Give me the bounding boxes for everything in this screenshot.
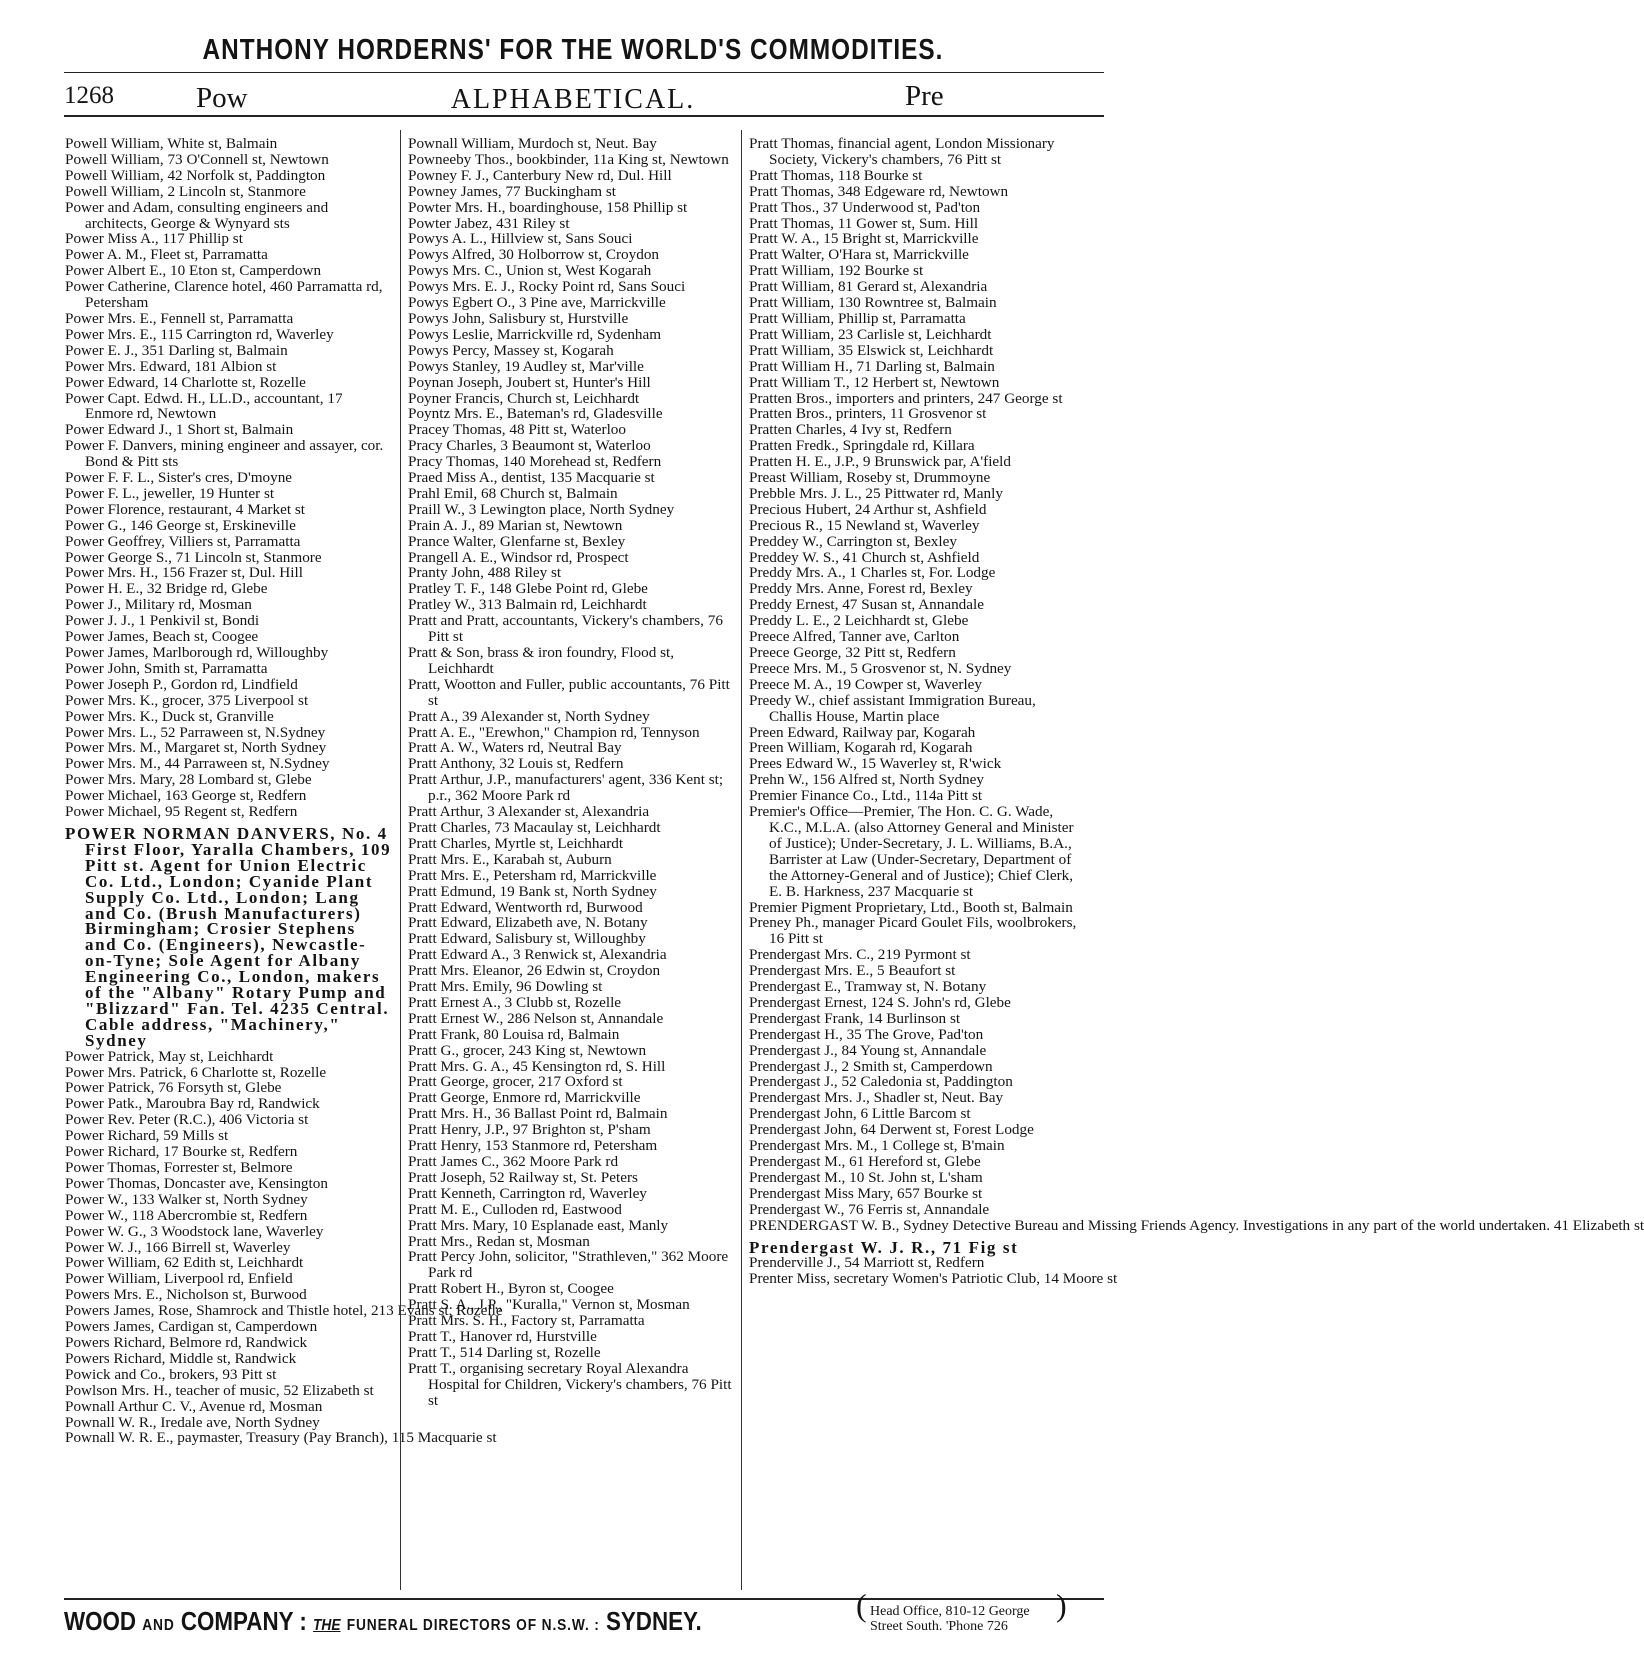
directory-entry: Pownall Arthur C. V., Avenue rd, Mosman: [65, 1397, 323, 1415]
directory-entry: Power and Adam, consulting engineers and architects, George & Wynyard sts: [65, 198, 329, 232]
directory-entry: Pracy Charles, 3 Beaumont st, Waterloo: [408, 437, 651, 455]
directory-entry: Power Mrs. E., 115 Carrington rd, Waverley: [65, 325, 334, 343]
directory-entry: Pratt William, 81 Gerard st, Alexandria: [749, 278, 988, 296]
directory-entry: Pratt, Wootton and Fuller, public accountants, 76 Pitt st: [408, 675, 730, 709]
directory-entry: Pratt William, 35 Elswick st, Leichhardt: [749, 341, 994, 359]
directory-entry: Pratt A., 39 Alexander st, North Sydney: [408, 707, 650, 725]
directory-entry: Prendergast J., 84 Young st, Annandale: [749, 1041, 987, 1059]
directory-entry: Prendergast Mrs. J., Shadler st, Neut. Bay: [749, 1089, 1004, 1107]
directory-entry: Power Thomas, Doncaster ave, Kensington: [65, 1174, 328, 1192]
directory-entry: Pratt Charles, 73 Macaulay st, Leichhardt: [408, 818, 661, 836]
directory-entry: Pranty John, 488 Riley st: [408, 564, 562, 582]
directory-entry: Power Patrick, 76 Forsyth st, Glebe: [65, 1079, 282, 1097]
directory-entry: Powney F. J., Canterbury New rd, Dul. Hill: [408, 166, 672, 184]
banner-rule: [64, 72, 1104, 73]
directory-entry: Prendergast M., 10 St. John st, L'sham: [749, 1168, 983, 1186]
directory-entry: Powter Mrs. H., boardinghouse, 158 Phillip st: [408, 198, 688, 216]
directory-entry: Preece George, 32 Pitt st, Redfern: [749, 644, 956, 661]
directory-entry: Preen Edward, Railway par, Kogarah: [749, 723, 976, 741]
directory-entry: Premier's Office—Premier, The Hon. C. G. Wade, K.C., M.L.A. (also Attorney General and Minister of Justice); Under-Secretary, J. L. Williams, B.A., Barrister at Law (Under-Secretary, Department of the Attorney-General and of Justice); Chief Clerk, E. B. Harkness, 237 Macquarie st: [749, 803, 1074, 900]
directory-entry: Power Capt. Edwd. H., LL.D., accountant, 17 Enmore rd, Newtown: [65, 389, 343, 423]
directory-entry: Prendergast J., 2 Smith st, Camperdown: [749, 1057, 993, 1075]
directory-entry: Pratt Edmund, 19 Bank st, North Sydney: [408, 882, 657, 900]
directory-entry: Pratt William, Phillip st, Parramatta: [749, 309, 966, 327]
directory-entry: Pratt William, 23 Carlisle st, Leichhardt: [749, 325, 992, 343]
directory-entry: Power Mrs. H., 156 Frazer st, Dul. Hill: [65, 564, 303, 582]
directory-entry: Pratt T., 514 Darling st, Rozelle: [408, 1343, 601, 1361]
footer-and: AND: [142, 1617, 175, 1634]
directory-entry: Prance Walter, Glenfarne st, Bexley: [408, 532, 626, 550]
directory-entry: Prenter Miss, secretary Women's Patriotic Club, 14 Moore st: [749, 1270, 1118, 1288]
directory-entry: Pratt Mrs. Emily, 96 Dowling st: [408, 978, 603, 996]
directory-entry: Pratt A. W., Waters rd, Neutral Bay: [408, 739, 622, 757]
directory-entry: Power Patrick, May st, Leichhardt: [65, 1047, 274, 1065]
directory-entry: Prendergast Mrs. E., 5 Beaufort st: [749, 962, 956, 980]
directory-entry: Power Edward, 14 Charlotte st, Rozelle: [65, 373, 306, 391]
directory-entry: Powys Mrs. E. J., Rocky Point rd, Sans Souci: [408, 278, 686, 296]
directory-entry: Power Rev. Peter (R.C.), 406 Victoria st: [65, 1111, 309, 1129]
directory-entry: Prenderville J., 54 Marriott st, Redfern: [749, 1254, 985, 1272]
guide-word-left: Pow: [196, 82, 248, 114]
directory-entry: Prendergast John, 64 Derwent st, Forest Lodge: [749, 1121, 1034, 1139]
directory-entry: Pownall W. R. E., paymaster, Treasury (Pay Branch), 115 Macquarie st: [65, 1429, 497, 1447]
banner-advertisement: ANTHONY HORDERNS' FOR THE WORLD'S COMMODITIES.: [202, 34, 944, 66]
directory-entry: Pratt Thos., 37 Underwood st, Pad'ton: [749, 198, 981, 216]
directory-entry: Pratt Frank, 80 Louisa rd, Balmain: [408, 1025, 620, 1043]
directory-entry: Pratt Edward, Wentworth rd, Burwood: [408, 898, 643, 916]
directory-entry: Pratten Charles, 4 Ivy st, Redfern: [749, 421, 952, 439]
footer-the: THE: [312, 1617, 341, 1634]
directory-entry: Power Mrs. Edward, 181 Albion st: [65, 357, 277, 375]
directory-entry: Power James, Marlborough rd, Willoughby: [65, 644, 329, 661]
directory-entry: Pratt Thomas, 348 Edgeware rd, Newtown: [749, 182, 1009, 200]
directory-entry: Pratten Bros., printers, 11 Grosvenor st: [749, 405, 987, 423]
footer-rule: [64, 1598, 1104, 1600]
office-line-1: Head Office, 810-12 George: [870, 1604, 1030, 1619]
directory-entry: Preast William, Roseby st, Drummoyne: [749, 469, 991, 487]
column-divider: [400, 130, 401, 1590]
directory-entry: Prangell A. E., Windsor rd, Prospect: [408, 548, 629, 566]
directory-entry: Pratten Fredk., Springdale rd, Killara: [749, 437, 975, 455]
directory-entry: Prendergast E., Tramway st, N. Botany: [749, 978, 987, 996]
directory-entry: Power Mrs. E., Fennell st, Parramatta: [65, 309, 294, 327]
directory-entry: Powell William, 2 Lincoln st, Stanmore: [65, 182, 306, 200]
office-line-2: Street South. 'Phone 726: [870, 1619, 1008, 1634]
directory-entry: Prebble Mrs. J. L., 25 Pittwater rd, Manly: [749, 484, 1003, 502]
directory-entry: Preedy W., chief assistant Immigration Bureau, Challis House, Martin place: [749, 691, 1036, 725]
directory-entry: Pratt Ernest W., 286 Nelson st, Annandale: [408, 1009, 664, 1027]
directory-entry: Pratt and Pratt, accountants, Vickery's chambers, 76 Pitt st: [408, 612, 723, 646]
directory-entry: Power Albert E., 10 Eton st, Camperdown: [65, 262, 322, 280]
directory-entry: Power F. L., jeweller, 19 Hunter st: [65, 484, 275, 502]
directory-entry: Pratt Walter, O'Hara st, Marrickville: [749, 246, 969, 264]
directory-entry: Pratt Kenneth, Carrington rd, Waverley: [408, 1184, 647, 1202]
guide-word-right: Pre: [905, 80, 944, 112]
directory-entry: Preddy L. E., 2 Leichhardt st, Glebe: [749, 612, 969, 630]
directory-entry: Prendergast John, 6 Little Barcom st: [749, 1105, 971, 1123]
directory-entry: Power W., 133 Walker st, North Sydney: [65, 1190, 308, 1208]
directory-entry: Pratt Robert H., Byron st, Coogee: [408, 1280, 614, 1298]
directory-entry: Powys Alfred, 30 Holborrow st, Croydon: [408, 246, 660, 264]
directory-entry: Power Michael, 163 George st, Redfern: [65, 787, 307, 805]
directory-entry: Prendergast Miss Mary, 657 Bourke st: [749, 1184, 983, 1202]
directory-entry: Prendergast W., 76 Ferris st, Annandale: [749, 1200, 990, 1218]
directory-entry: Power W. J., 166 Birrell st, Waverley: [65, 1238, 291, 1256]
directory-entry: Power Mrs. L., 52 Parraween st, N.Sydney: [65, 723, 326, 741]
directory-entry: Prain A. J., 89 Marian st, Newtown: [408, 516, 623, 534]
directory-entry: Pratt Edward, Elizabeth ave, N. Botany: [408, 914, 648, 932]
directory-entry: Powys Leslie, Marrickville rd, Sydenham: [408, 325, 662, 343]
directory-entry: Pownall W. R., Iredale ave, North Sydney: [65, 1413, 320, 1431]
directory-entry: Pratt S. A., J.P., "Kuralla," Vernon st, Mosman: [408, 1296, 690, 1314]
directory-entry: Power Mrs. K., Duck st, Granville: [65, 707, 274, 725]
directory-entry: Prehn W., 156 Alfred st, North Sydney: [749, 771, 984, 789]
directory-entry: Pratt T., organising secretary Royal Alexandra Hospital for Children, Vickery's chambers, 76 Pitt st: [408, 1359, 732, 1409]
directory-entry: Power Geoffrey, Villiers st, Parramatta: [65, 532, 301, 550]
directory-entry: Preddy Mrs. A., 1 Charles st, For. Lodge: [749, 564, 996, 582]
footer-office-address: [856, 1587, 1067, 1634]
directory-entry: Preece Mrs. M., 5 Grosvenor st, N. Sydney: [749, 659, 1012, 677]
directory-entry: Pratt William T., 12 Herbert st, Newtown: [749, 373, 1000, 391]
directory-entry: Powers Mrs. E., Nicholson st, Burwood: [65, 1286, 307, 1304]
directory-entry: Powers Richard, Belmore rd, Randwick: [65, 1333, 308, 1351]
directory-entry: Powell William, White st, Balmain: [65, 135, 278, 152]
directory-entry: Power George S., 71 Lincoln st, Stanmore: [65, 548, 322, 566]
directory-entry: Preen William, Kogarah rd, Kogarah: [749, 739, 973, 757]
directory-entry: Powneeby Thos., bookbinder, 11a King st, Newtown: [408, 150, 729, 168]
directory-entry: Pratt T., Hanover rd, Hurstville: [408, 1327, 597, 1345]
directory-entry: Prendergast H., 35 The Grove, Pad'ton: [749, 1025, 984, 1043]
directory-entry: Power A. M., Fleet st, Parramatta: [65, 246, 268, 264]
directory-entry: Prees Edward W., 15 Waverley st, R'wick: [749, 755, 1002, 773]
directory-entry: Power Edward J., 1 Short st, Balmain: [65, 421, 294, 439]
brace-right: ): [1056, 1587, 1067, 1623]
directory-entry: Pratt A. E., "Erewhon," Champion rd, Tennyson: [408, 723, 700, 741]
directory-entry: Pratten Bros., importers and printers, 247 George st: [749, 389, 1063, 407]
directory-entry: Powell William, 73 O'Connell st, Newtown: [65, 150, 329, 168]
directory-entry: Pratt Joseph, 52 Railway st, St. Peters: [408, 1168, 638, 1186]
directory-entry: Pratley W., 313 Balmain rd, Leichhardt: [408, 596, 647, 614]
directory-entry: Powers James, Cardigan st, Camperdown: [65, 1318, 318, 1336]
directory-entry: Pratt Mrs. H., 36 Ballast Point rd, Balmain: [408, 1105, 668, 1123]
directory-entry: Pratt Thomas, 118 Bourke st: [749, 166, 923, 184]
directory-entry: Power J., Military rd, Mosman: [65, 596, 252, 614]
directory-entry: Power William, Liverpool rd, Enfield: [65, 1270, 293, 1288]
directory-entry: Pratt Arthur, 3 Alexander st, Alexandria: [408, 803, 650, 821]
directory-entry: Pratt Arthur, J.P., manufacturers' agent, 336 Kent st; p.r., 362 Moore Park rd: [408, 771, 724, 805]
directory-entry: Pracy Thomas, 140 Morehead st, Redfern: [408, 453, 662, 471]
directory-entry: Pratt Mrs., Redan st, Mosman: [408, 1232, 590, 1250]
footer-city: SYDNEY.: [605, 1606, 702, 1636]
page-number: 1268: [64, 82, 114, 109]
directory-entry: Pratt G., grocer, 243 King st, Newtown: [408, 1041, 647, 1059]
directory-entry: Pratt William, 192 Bourke st: [749, 262, 924, 280]
directory-entry: Pratten H. E., J.P., 9 Brunswick par, A'field: [749, 453, 1011, 471]
footer-advertisement: [64, 1606, 795, 1637]
directory-entry: Power Mrs. M., Margaret st, North Sydney: [65, 739, 327, 757]
directory-entry: Pratt Ernest A., 3 Clubb st, Rozelle: [408, 993, 622, 1011]
directory-entry: Power Mrs. Mary, 28 Lombard st, Glebe: [65, 771, 312, 789]
directory-entry: Preney Ph., manager Picard Goulet Fils, woolbrokers, 16 Pitt st: [749, 914, 1077, 948]
directory-entry: Praill W., 3 Lewington place, North Sydney: [408, 500, 675, 518]
directory-entry: Pratt Mrs. S. H., Factory st, Parramatta: [408, 1312, 645, 1330]
directory-entry: Power Michael, 95 Regent st, Redfern: [65, 803, 298, 821]
directory-entry: Power Mrs. M., 44 Parraween st, N.Sydney: [65, 755, 330, 773]
directory-entry: Pratt James C., 362 Moore Park rd: [408, 1153, 619, 1170]
directory-entry: Preddy Ernest, 47 Susan st, Annandale: [749, 596, 984, 614]
directory-entry: Pratt Thomas, financial agent, London Missionary Society, Vickery's chambers, 76 Pitt st: [749, 135, 1055, 168]
directory-entry: Powney James, 77 Buckingham st: [408, 182, 616, 200]
directory-entry: Powell William, 42 Norfolk st, Paddington: [65, 166, 326, 184]
directory-entry: Power Thomas, Forrester st, Belmore: [65, 1159, 293, 1176]
directory-entry: Pratt & Son, brass & iron foundry, Flood st, Leichhardt: [408, 644, 675, 677]
directory-entry: Preece M. A., 19 Cowper st, Waverley: [749, 675, 983, 693]
directory-entry: Pracey Thomas, 48 Pitt st, Waterloo: [408, 421, 626, 439]
directory-entry: Power F. Danvers, mining engineer and assayer, cor. Bond & Pitt sts: [65, 437, 384, 471]
directory-entry: Pratt Mrs. G. A., 45 Kensington rd, S. Hill: [408, 1057, 666, 1075]
directory-entry: Power Florence, restaurant, 4 Market st: [65, 500, 305, 518]
directory-entry: Powers James, Rose, Shamrock and Thistle hotel, 213 Evans st, Rozelle: [65, 1302, 503, 1320]
directory-entry: Power Richard, 17 Bourke st, Redfern: [65, 1143, 298, 1161]
directory-entry: Prahl Emil, 68 Church st, Balmain: [408, 484, 618, 502]
directory-entry: Premier Finance Co., Ltd., 114a Pitt st: [749, 787, 983, 805]
directory-entry: Precious Hubert, 24 Arthur st, Ashfield: [749, 500, 987, 518]
directory-entry: Power G., 146 George st, Erskineville: [65, 516, 296, 534]
directory-entry: Powys Percy, Massey st, Kogarah: [408, 341, 614, 359]
directory-entry: Premier Pigment Proprietary, Ltd., Booth st, Balmain: [749, 898, 1073, 916]
directory-entry: Power J. J., 1 Penkivil st, Bondi: [65, 612, 260, 630]
directory-entry: Pratt William H., 71 Darling st, Balmain: [749, 357, 995, 375]
footer-company: WOOD: [64, 1606, 137, 1636]
header-rule: [64, 115, 1104, 117]
directory-column-2: [408, 136, 736, 1409]
directory-entry: Power Joseph P., Gordon rd, Lindfield: [65, 675, 298, 693]
directory-entry: Pratt Thomas, 11 Gower st, Sum. Hill: [749, 214, 979, 232]
directory-entry: Pratt Edward, Salisbury st, Willoughby: [408, 930, 646, 948]
directory-entry: Preddey W., Carrington st, Bexley: [749, 532, 957, 550]
directory-entry: Pratt Mrs. Eleanor, 26 Edwin st, Croydon: [408, 962, 661, 980]
directory-entry: Precious R., 15 Newland st, Waverley: [749, 516, 980, 534]
directory-entry: Pratt Mrs. Mary, 10 Esplanade east, Manly: [408, 1216, 669, 1234]
directory-entry: Preddy Mrs. Anne, Forest rd, Bexley: [749, 580, 973, 598]
directory-entry: Pratt Edward A., 3 Renwick st, Alexandria: [408, 946, 667, 964]
directory-entry: Prendergast M., 61 Hereford st, Glebe: [749, 1153, 981, 1170]
directory-entry: Power James, Beach st, Coogee: [65, 628, 259, 646]
directory-entry: Prendergast Ernest, 124 S. John's rd, Glebe: [749, 993, 1011, 1011]
directory-entry: Power W., 118 Abercrombie st, Redfern: [65, 1206, 308, 1224]
directory-entry: Prendergast Frank, 14 Burlinson st: [749, 1009, 961, 1027]
footer-company-rest: COMPANY :: [180, 1606, 307, 1636]
directory-entry: Prendergast Mrs. M., 1 College st, B'main: [749, 1137, 1005, 1155]
directory-entry: Prendergast Mrs. C., 219 Pyrmont st: [749, 946, 971, 964]
directory-entry: Powys A. L., Hillview st, Sans Souci: [408, 230, 633, 248]
directory-entry: Prendergast W. J. R., 71 Fig st: [749, 1237, 1019, 1257]
directory-entry: Power Richard, 59 Mills st: [65, 1127, 229, 1145]
directory-entry: Power Miss A., 117 Phillip st: [65, 230, 243, 248]
directory-entry: Power John, Smith st, Parramatta: [65, 659, 268, 677]
directory-entry: Prendergast J., 52 Caledonia st, Paddington: [749, 1073, 1013, 1091]
directory-entry: Powys Stanley, 19 Audley st, Mar'ville: [408, 357, 644, 375]
directory-entry: Pratt Henry, J.P., 97 Brighton st, P'sham: [408, 1121, 651, 1139]
directory-entry: Pownall William, Murdoch st, Neut. Bay: [408, 135, 657, 152]
directory-entry: Power F. F. L., Sister's cres, D'moyne: [65, 469, 293, 487]
directory-entry: Pratt William, 130 Rowntree st, Balmain: [749, 294, 997, 312]
directory-entry: Pratley T. F., 148 Glebe Point rd, Glebe: [408, 580, 648, 598]
directory-entry: Power William, 62 Edith st, Leichhardt: [65, 1254, 304, 1272]
directory-entry: Pratt W. A., 15 Bright st, Marrickville: [749, 230, 979, 248]
directory-entry: Powick and Co., brokers, 93 Pitt st: [65, 1365, 277, 1383]
column-divider: [741, 130, 742, 1590]
directory-entry: Power Mrs. K., grocer, 375 Liverpool st: [65, 691, 309, 709]
directory-entry: Pratt Mrs. E., Karabah st, Auburn: [408, 850, 612, 868]
footer-tagline: FUNERAL DIRECTORS OF N.S.W. :: [346, 1617, 600, 1634]
directory-entry: Power H. E., 32 Bridge rd, Glebe: [65, 580, 268, 598]
directory-entry: Powys John, Salisbury st, Hurstville: [408, 309, 629, 327]
directory-entry: Pratt Charles, Myrtle st, Leichhardt: [408, 834, 624, 852]
directory-entry: Powter Jabez, 431 Riley st: [408, 214, 570, 232]
directory-entry: PRENDERGAST W. B., Sydney Detective Bureau and Missing Friends Agency. Investigations in any part of the world undertaken. 41 Elizabeth st: [749, 1216, 1644, 1234]
directory-entry: Powys Egbert O., 3 Pine ave, Marrickville: [408, 294, 666, 312]
section-title: ALPHABETICAL.: [450, 84, 696, 115]
directory-entry: Pratt George, grocer, 217 Oxford st: [408, 1073, 623, 1091]
directory-entry: Power W. G., 3 Woodstock lane, Waverley: [65, 1222, 324, 1240]
directory-entry: Powers Richard, Middle st, Randwick: [65, 1349, 297, 1367]
directory-entry: Praed Miss A., dentist, 135 Macquarie st: [408, 469, 655, 487]
directory-entry: Pratt Anthony, 32 Louis st, Redfern: [408, 755, 624, 773]
directory-entry: Poynan Joseph, Joubert st, Hunter's Hill: [408, 373, 651, 391]
directory-entry: Powys Mrs. C., Union st, West Kogarah: [408, 262, 652, 280]
directory-entry: Poyntz Mrs. E., Bateman's rd, Gladesville: [408, 405, 663, 423]
directory-entry: Preece Alfred, Tanner ave, Carlton: [749, 628, 960, 646]
directory-entry: Power Catherine, Clarence hotel, 460 Parramatta rd, Petersham: [65, 278, 383, 312]
brace-left: (: [856, 1587, 867, 1623]
directory-entry: Pratt M. E., Culloden rd, Eastwood: [408, 1200, 622, 1218]
directory-entry: Pratt Mrs. E., Petersham rd, Marrickville: [408, 866, 657, 884]
directory-column-3: [749, 135, 1644, 1288]
directory-entry: Power Patk., Maroubra Bay rd, Randwick: [65, 1095, 320, 1113]
directory-entry: Pratt Henry, 153 Stanmore rd, Petersham: [408, 1137, 658, 1155]
directory-entry: Pratt Percy John, solicitor, "Strathleven," 362 Moore Park rd: [408, 1248, 729, 1282]
directory-entry: Powlson Mrs. H., teacher of music, 52 Elizabeth st: [65, 1381, 374, 1399]
directory-entry: POWER NORMAN DANVERS, No. 4 First Floor, Yaralla Chambers, 109 Pitt st. Agent for Union Electric Co. Ltd., London; Cyanide Plant Supply Co. Ltd., London; Lang and Co. (Brush Manufacturers) Birmingham; Crosier Stephens and Co. (Engineers), Newcastle-on-Tyne; Sole Agent for Albany Engineering Co., London, makers of the "Albany" Rotary Pump and "Blizzard" Fan. Tel. 4235 Central. Cable address, "Machinery," Sydney: [65, 823, 392, 1050]
directory-entry: Preddey W. S., 41 Church st, Ashfield: [749, 548, 980, 566]
directory-entry: Pratt George, Enmore rd, Marrickville: [408, 1089, 641, 1107]
directory-entry: Poyner Francis, Church st, Leichhardt: [408, 389, 640, 407]
directory-entry: Power Mrs. Patrick, 6 Charlotte st, Rozelle: [65, 1063, 327, 1081]
directory-entry: Power E. J., 351 Darling st, Balmain: [65, 341, 288, 359]
